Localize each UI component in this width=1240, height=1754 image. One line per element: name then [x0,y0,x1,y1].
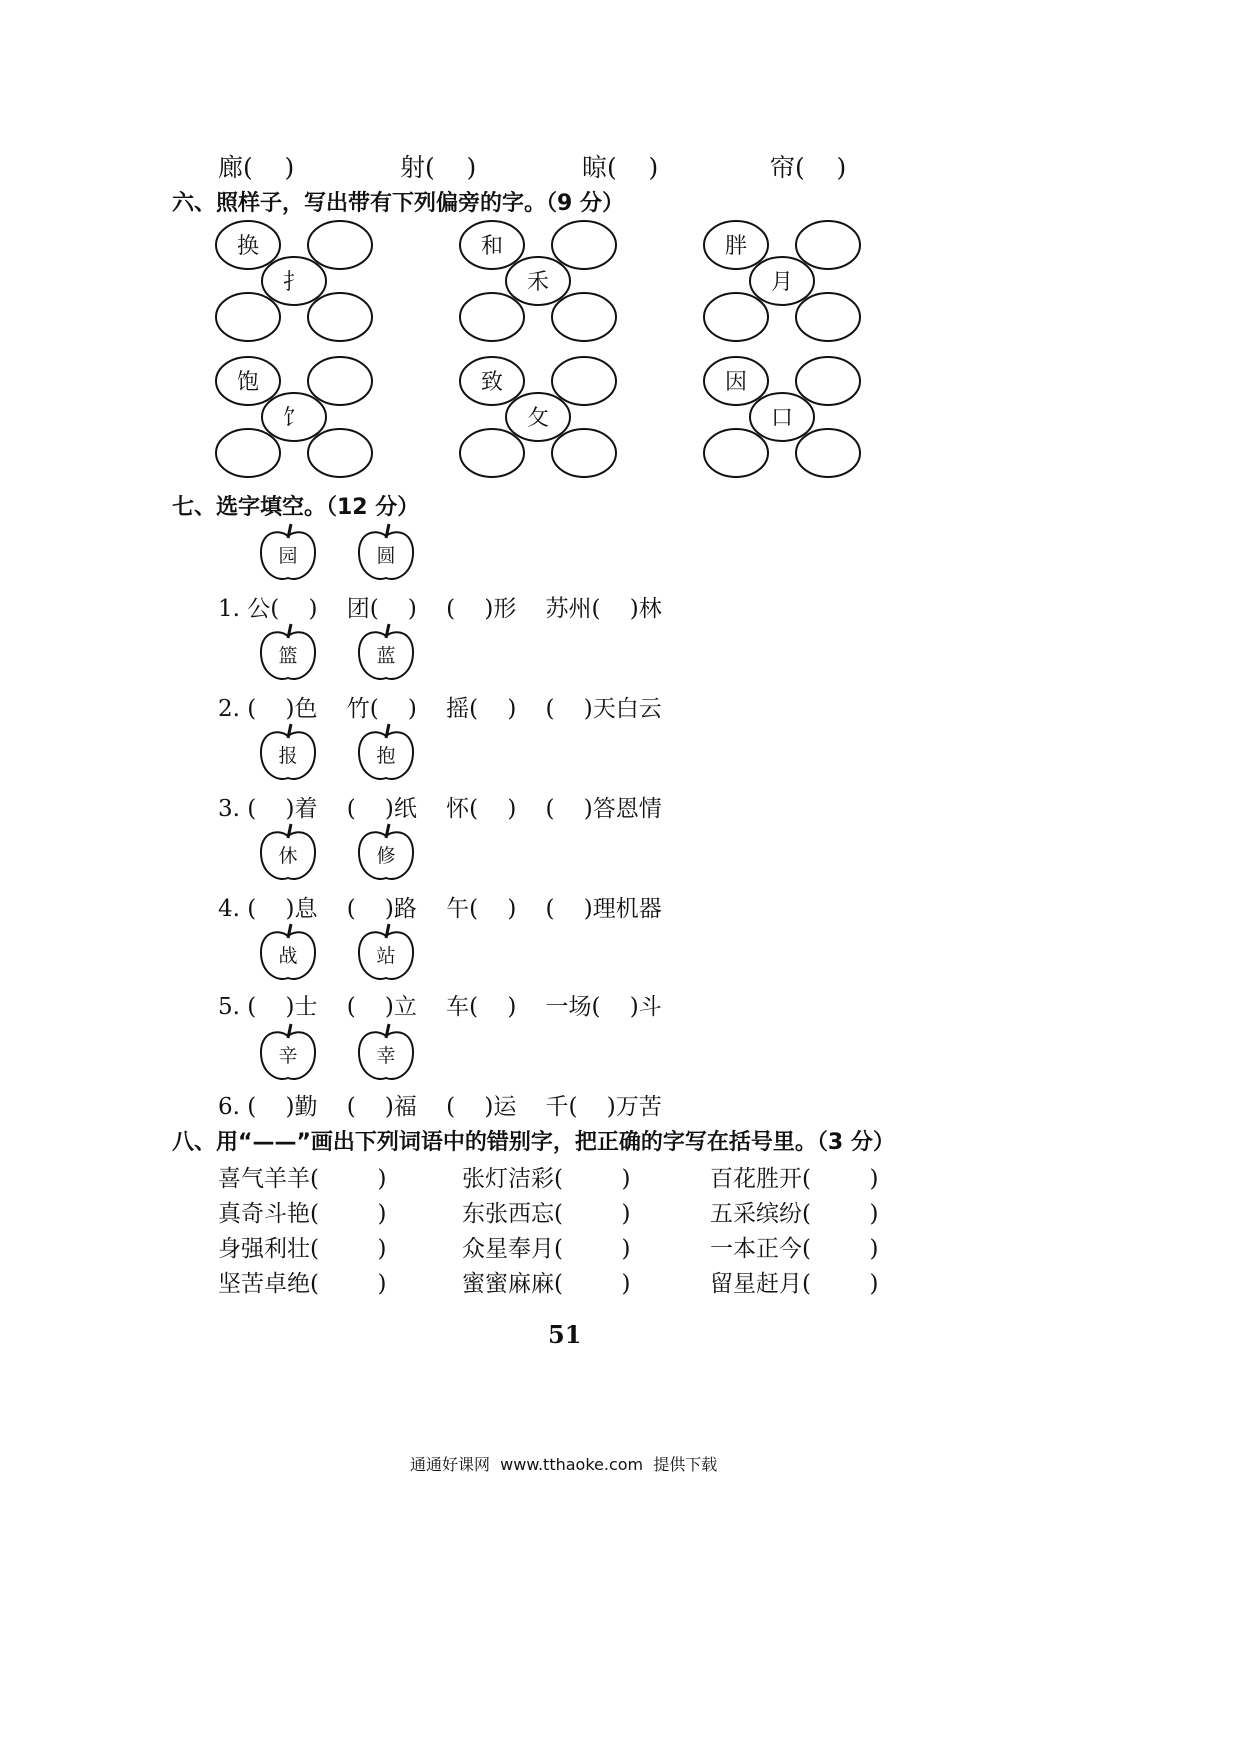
apple-choice [261,1024,315,1079]
apple-choice [261,524,315,579]
example-character: 饱 [236,370,260,395]
idiom-item: 身强利壮( ) [218,1236,387,1262]
apple-character: 篮 [278,645,298,667]
apple-character: 站 [376,945,396,967]
fill-in-line: 5. ( )士 ( )立 车( ) 一场( )斗 [218,994,662,1020]
apple-choice [359,724,413,779]
apple-choice [359,524,413,579]
apple-choice [359,924,413,979]
example-character: 因 [724,370,748,395]
idiom-item: 喜气羊羊( ) [218,1166,387,1192]
apple-choice [261,924,315,979]
idiom-item: 一本正今( ) [710,1236,879,1262]
apple-choice [359,624,413,679]
apple-character: 抱 [376,745,396,767]
apple-character: 蓝 [376,645,396,667]
idiom-item: 东张西忘( ) [462,1201,631,1227]
fill-in-line: 1. 公( ) 团( ) ( )形 苏州( )林 [218,596,662,622]
apple-choice [261,724,315,779]
radical-character: 扌 [282,270,306,295]
apple-character: 园 [278,545,298,567]
apple-character: 修 [376,845,396,867]
footer-credit: 通通好课网 www.tthaoke.com 提供下载 [410,1455,718,1474]
idiom-item: 五采缤纷( ) [710,1201,879,1227]
idiom-item: 蜜蜜麻麻( ) [462,1271,631,1297]
section8-title: 八、用“——”画出下列词语中的错别字，把正确的字写在括号里。（3 分） [172,1130,895,1155]
top-item-4: 帘( ) [770,153,847,182]
radical-character: 口 [770,406,794,431]
idiom-item: 真奇斗艳( ) [218,1201,387,1227]
idiom-item: 众星奉月( ) [462,1236,631,1262]
idiom-item: 百花胜开( ) [710,1166,879,1192]
radical-character: 攵 [526,406,550,431]
top-item-3: 晾( ) [582,153,659,182]
example-character: 胖 [724,234,748,259]
example-character: 换 [236,234,260,259]
apple-choice [359,1024,413,1079]
apple-character: 休 [278,845,298,867]
idiom-item: 坚苦卓绝( ) [218,1271,387,1297]
idiom-item: 张灯洁彩( ) [462,1166,631,1192]
apple-character: 幸 [376,1045,396,1067]
apple-character: 辛 [278,1045,298,1067]
apple-character: 战 [278,945,298,967]
page-number: 51 [548,1320,582,1349]
top-item-2: 射( ) [400,153,477,182]
idiom-item: 留星赶月( ) [710,1271,879,1297]
apple-character: 圆 [376,545,396,567]
example-character: 和 [480,234,504,259]
apple-character: 报 [278,745,298,767]
example-character: 致 [480,370,504,395]
fill-in-line: 3. ( )着 ( )纸 怀( ) ( )答恩情 [218,796,662,822]
radical-character: 月 [770,270,794,295]
fill-in-line: 6. ( )勤 ( )福 ( )运 千( )万苦 [218,1094,662,1120]
radical-character: 禾 [526,270,550,295]
section7-title: 七、选字填空。（12 分） [172,495,420,520]
section6-title: 六、照样子，写出带有下列偏旁的字。（9 分） [172,191,624,216]
fill-in-line: 4. ( )息 ( )路 午( ) ( )理机器 [218,896,662,922]
apple-choice [261,624,315,679]
radical-character: 饣 [282,406,306,431]
apple-choice [359,824,413,879]
apple-choice [261,824,315,879]
fill-in-line: 2. ( )色 竹( ) 摇( ) ( )天白云 [218,696,662,722]
top-item-1: 廊( ) [218,153,295,182]
